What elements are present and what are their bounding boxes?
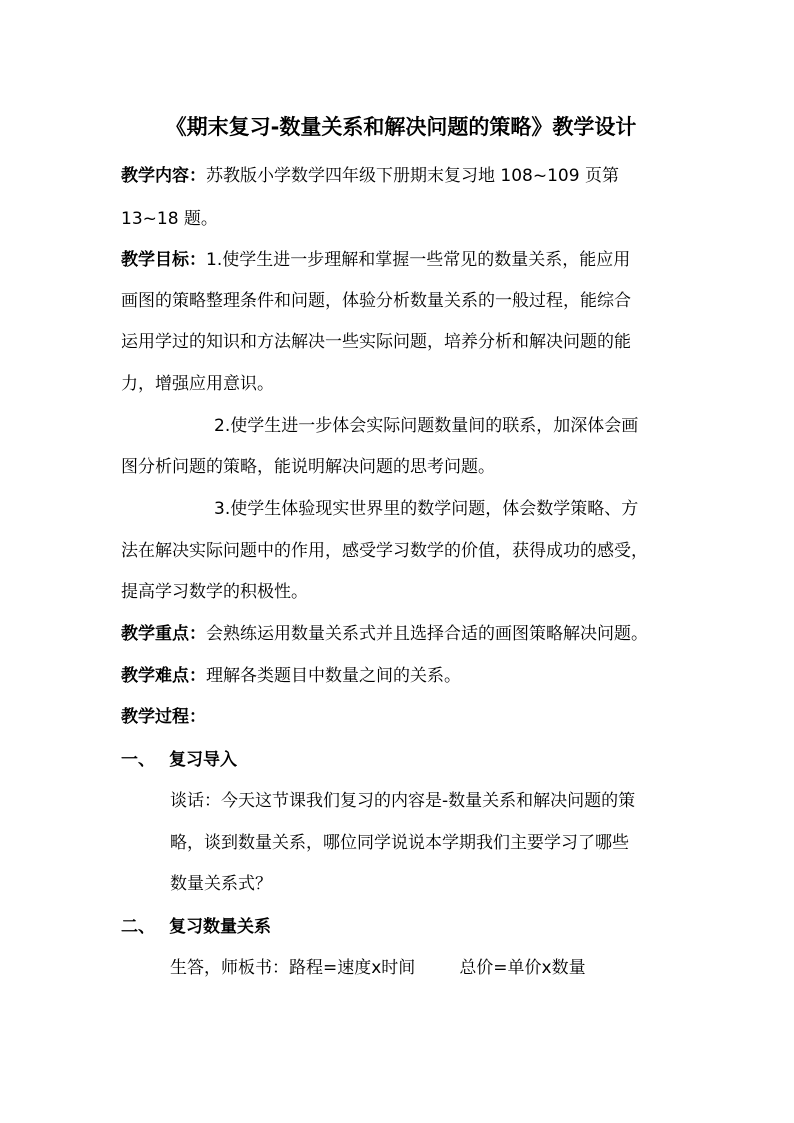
difficulty-line bbox=[121, 664, 461, 688]
section-1-title: 复习导入 bbox=[169, 750, 237, 770]
objective-text-2: 画图的策略整理条件和问题，体验分析数量关系的一般过程，能综合 bbox=[121, 291, 631, 311]
objective-text-6: 图分析问题的策略，能说明解决问题的思考问题。 bbox=[121, 457, 495, 477]
key-point-line bbox=[121, 622, 648, 646]
content-text-1: 苏教版小学数学四年级下册期末复习地 108~109 页第 bbox=[206, 166, 619, 186]
objective-text-1: 1.使学生进一步理解和掌握一些常见的数量关系，能应用 bbox=[206, 250, 631, 270]
key-point-label: 教学重点： bbox=[121, 624, 206, 644]
process-label: 教学过程： bbox=[121, 707, 206, 727]
section-2-heading bbox=[121, 915, 271, 939]
section-2-formula-1: 生答，师板书：路程=速度x时间 bbox=[170, 958, 416, 978]
section-2-title: 复习数量关系 bbox=[169, 917, 271, 937]
difficulty-label: 教学难点： bbox=[121, 666, 206, 686]
objective-text-7: 3.使学生体验现实世界里的数学问题，体会数学策略、方 bbox=[214, 499, 639, 519]
section-1-text-1: 谈话：今天这节课我们复习的内容是-数量关系和解决问题的策 bbox=[170, 791, 636, 811]
section-1-number: 一、 bbox=[121, 750, 155, 770]
section-1-text-2: 略，谈到数量关系，哪位同学说说本学期我们主要学习了哪些 bbox=[170, 833, 629, 853]
document-title: 《期末复习-数量关系和解决问题的策略》教学设计 bbox=[165, 115, 637, 139]
objective-text-9: 提高学习数学的积极性。 bbox=[121, 582, 308, 602]
objectives-label: 教学目标： bbox=[121, 250, 206, 270]
difficulty-text: 理解各类题目中数量之间的关系。 bbox=[206, 666, 461, 686]
objective-text-3: 运用学过的知识和方法解决一些实际问题，培养分析和解决问题的能 bbox=[121, 332, 631, 352]
content-line-1 bbox=[121, 164, 619, 188]
objective-text-4: 力，增强应用意识。 bbox=[121, 374, 274, 394]
content-text-2: 13~18 题。 bbox=[121, 209, 218, 229]
section-1-heading bbox=[121, 748, 237, 772]
key-point-text: 会熟练运用数量关系式并且选择合适的画图策略解决问题。 bbox=[206, 624, 648, 644]
process-heading bbox=[121, 705, 206, 729]
section-1-text-3: 数量关系式？ bbox=[170, 874, 272, 894]
content-label: 教学内容： bbox=[121, 166, 206, 186]
section-2-text-1 bbox=[170, 956, 586, 980]
section-2-formula-2: 总价=单价x数量 bbox=[459, 958, 586, 978]
objectives-line-1 bbox=[121, 248, 630, 272]
section-2-number: 二、 bbox=[121, 917, 155, 937]
objective-text-8: 法在解决实际问题中的作用，感受学习数学的价值，获得成功的感受， bbox=[121, 541, 648, 561]
objective-text-5: 2.使学生进一步体会实际问题数量间的联系，加深体会画 bbox=[214, 416, 639, 436]
